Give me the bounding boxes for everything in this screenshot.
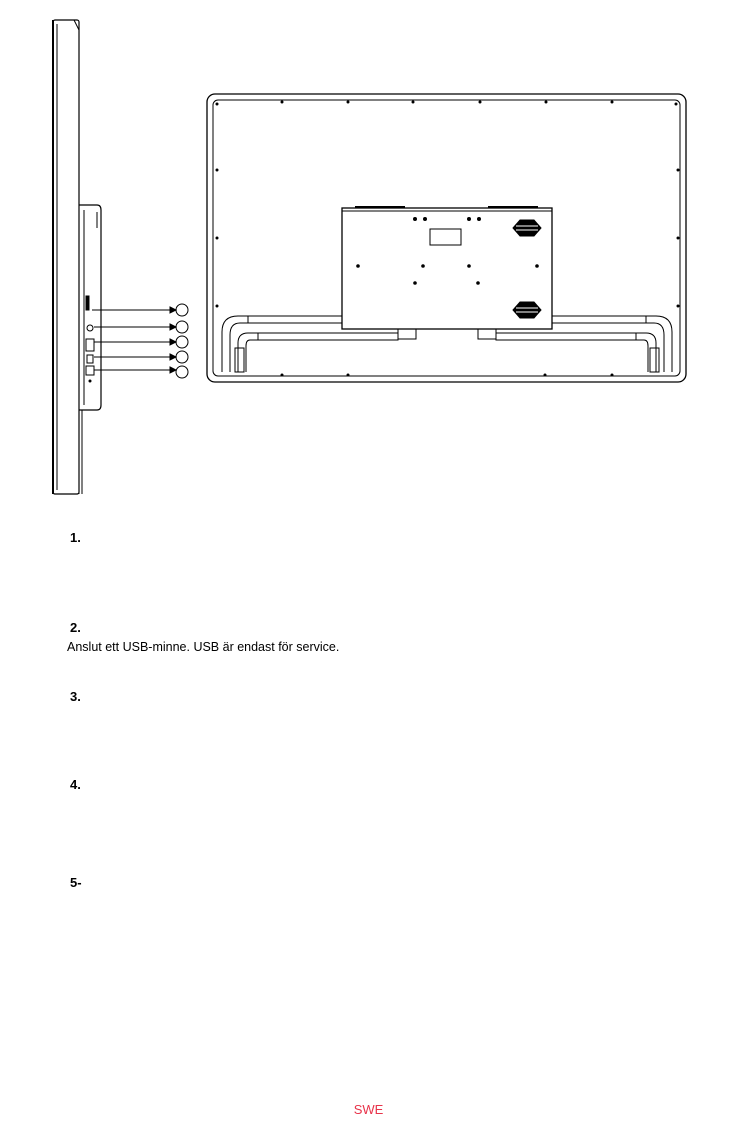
section-1-number: 1. [70, 530, 81, 545]
monitor-rear-diagram [0, 0, 737, 500]
section-5-number: 5- [70, 875, 82, 890]
language-label: SWE [353, 1102, 384, 1117]
port-callouts [92, 304, 188, 378]
monitor-rear-view [207, 94, 686, 382]
section-3-number: 3. [70, 689, 81, 704]
monitor-side-view [53, 20, 101, 494]
section-2-number: 2. [70, 620, 81, 635]
vent-grille [513, 220, 541, 318]
section-2-text: Anslut ett USB-minne. USB är endast för service. [67, 640, 340, 654]
section-4-number: 4. [70, 777, 81, 792]
